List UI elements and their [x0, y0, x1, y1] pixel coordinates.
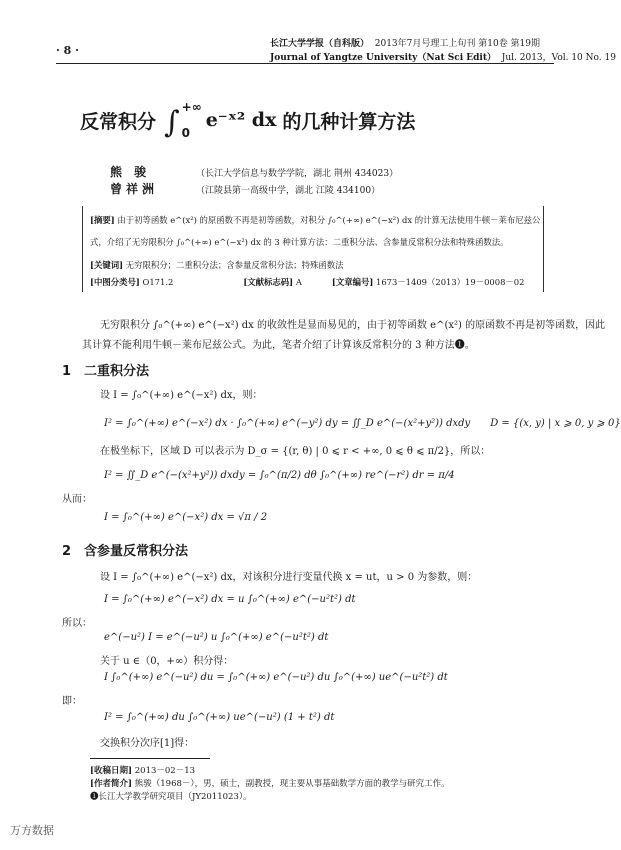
equation: e^(−u²) I = e^(−u²) u ∫₀^(+∞) e^(−u²t²) dt [104, 632, 329, 643]
keywords: [关键词] 无穷限积分；二重积分法；含参量反常积分法；特殊函数法 [90, 260, 344, 270]
equation: I ∫₀^(+∞) e^(−u²) du = ∫₀^(+∞) e^(−u²) du ∫₀^(+∞) ue^(−u²t²) dt [104, 672, 448, 683]
author-name: 熊 骏 [110, 165, 151, 179]
abstract-line: 式，介绍了无穷限积分 ∫₀^(+∞) e^(−x²) dx 的 3 种计算方法：二重积分法、含参量反常积分法和特殊函数法。 [90, 237, 509, 247]
text-line: 设 I = ∫₀^(+∞) e^(−x²) dx，对该积分进行变量代换 x = ut，u > 0 为参数，则： [100, 572, 478, 583]
abstract-line: [摘要] 由于初等函数 e^(x²) 的原函数不再是初等函数，对积分 ∫₀^(+∞) e^(−x²) dx 的计算无法使用牛顿－莱布尼兹公 [90, 215, 541, 225]
intro-line: 无穷限积分 ∫₀^(+∞) e^(−x²) dx 的收敛性是显而易见的，由于初等函数 e^(x²) 的原函数不再是初等函数，因此 [100, 320, 606, 331]
paper-title: 反常积分 ∫ +∞ 0 e⁻ˣ² dx 的几种计算方法 [80, 100, 416, 140]
funding-note: ❶长江大学教学研究项目（JY2011023）。 [90, 792, 252, 802]
equation: I² = ∬_D e^(−(x²+y²)) dxdy = ∫₀^(π/2) dθ ∫₀^(+∞) re^(−r²) dr = π/4 [104, 470, 455, 481]
classification: [中图分类号] O171.2 [文献标志码] A [文章编号] 1673－1409（2013）19－0008－02 [90, 277, 525, 287]
text-line: 即： [62, 696, 82, 707]
text-line: 关于 u ∈（0，+∞）积分得： [100, 656, 234, 667]
intro-line: 其计算不能利用牛顿－莱布尼兹公式。为此，笔者介绍了计算该反常积分的 3 种方法❶。 [82, 340, 475, 351]
footnote-rule [90, 758, 210, 759]
author-affiliation: （江陵县第一高级中学，湖北 江陵 434100） [196, 186, 381, 196]
equation: I = ∫₀^(+∞) e^(−x²) dx = √π / 2 [104, 512, 268, 523]
text-line: 从而： [62, 494, 92, 505]
text-line: 在极坐标下，区域 D 可以表示为 D_σ = {(r, θ) | 0 ⩽ r < +∞, 0 ⩽ θ ⩽ π/2}，所以： [100, 446, 491, 457]
section-heading: 1 二重积分法 [62, 364, 150, 379]
journal-header-cn: 长江大学学报（自科版） 2013年7月号理工上旬刊 第10卷 第19期 [270, 39, 541, 49]
page-number: · 8 · [56, 44, 79, 57]
watermark: 万方数据 [10, 824, 54, 837]
header-rule [56, 63, 554, 64]
text-line: 设 I = ∫₀^(+∞) e^(−x²) dx，则： [100, 390, 263, 401]
received-date: [收稿日期] 2013－02－13 [90, 766, 196, 776]
author-name: 曾祥洲 [110, 182, 159, 196]
text-line: 交换积分次序[1]得： [100, 738, 195, 749]
author-bio: [作者简介] 熊骏（1968－），男，硕士，副教授，现主要从事基础数学方面的教学与研究工作。 [90, 779, 450, 789]
text-line: 所以： [62, 618, 92, 629]
author-affiliation: （长江大学信息与数学学院，湖北 荆州 434023） [196, 169, 399, 179]
equation: I² = ∫₀^(+∞) e^(−x²) dx · ∫₀^(+∞) e^(−y²) dy = ∬_D e^(−(x²+y²)) dxdy D = {(x, y) | x ⩾ 0, y ⩾ 0} [104, 418, 621, 429]
equation: I = ∫₀^(+∞) e^(−x²) dx = u ∫₀^(+∞) e^(−u²t²) dt [104, 594, 356, 605]
section-heading: 2 含参量反常积分法 [62, 544, 189, 559]
equation: I² = ∫₀^(+∞) du ∫₀^(+∞) ue^(−u²) (1 + t²) dt [104, 712, 335, 723]
journal-header-en: Journal of Yangtze University（Nat Sci Edit） Jul. 2013，Vol. 10 No. 19 [270, 53, 616, 63]
